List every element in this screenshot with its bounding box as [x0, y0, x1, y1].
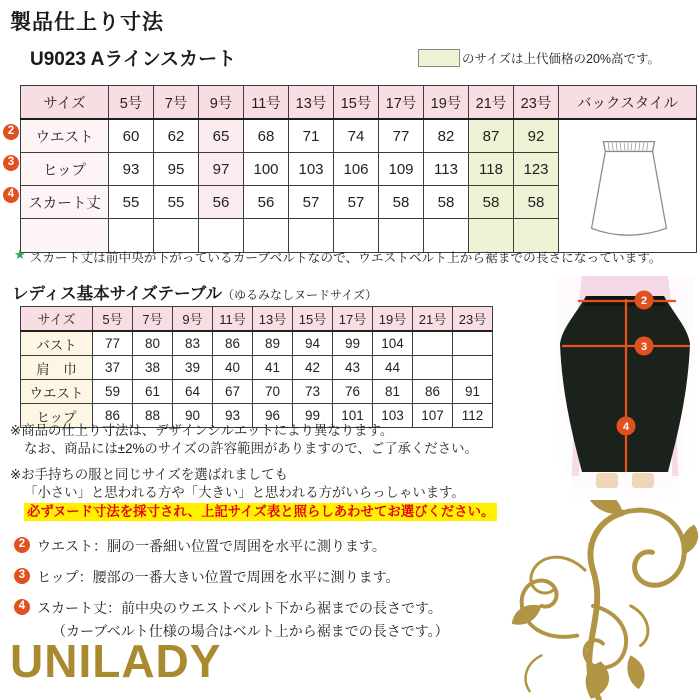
size-column-header: 15号	[334, 86, 379, 120]
basic-value-cell: 37	[93, 356, 133, 380]
size-value-cell: 58	[514, 186, 559, 219]
basic-value-cell	[413, 331, 453, 356]
size-value-cell: 71	[289, 119, 334, 153]
product-name: U9023 Aラインスカート	[30, 49, 237, 70]
basic-value-cell: 86	[93, 404, 133, 428]
skirt-photo	[556, 276, 694, 500]
size-value-cell: 106	[334, 153, 379, 186]
basic-value-cell: 94	[293, 331, 333, 356]
highlighted-note: 必ずヌード寸法を採寸され、上記サイズ表と照らしあわせてお選びください。	[24, 503, 497, 521]
measure-note-text: ヒップ：腰部の一番大きい位置で周囲を水平に測ります。	[37, 569, 400, 585]
size-value-cell: 57	[289, 186, 334, 219]
basic-value-cell: 41	[253, 356, 293, 380]
notes-block	[10, 422, 610, 521]
row-label: ヒップ	[21, 153, 109, 186]
page-title: 製品仕上り寸法	[10, 11, 164, 34]
table-row	[21, 356, 493, 380]
size-value-cell: 74	[334, 119, 379, 153]
basic-value-cell: 73	[293, 380, 333, 404]
basic-value-cell: 76	[333, 380, 373, 404]
size-column-header: 9号	[199, 86, 244, 120]
row-label: バスト	[21, 331, 93, 356]
measure-note-hip	[14, 567, 534, 587]
size-value-cell: 92	[514, 119, 559, 153]
size-column-header: 17号	[379, 86, 424, 120]
size-value-cell: 65	[199, 119, 244, 153]
basic-size-table	[20, 306, 493, 428]
basic-value-cell: 83	[173, 331, 213, 356]
basic-value-cell: 90	[173, 404, 213, 428]
size-value-cell: 82	[424, 119, 469, 153]
size-value-cell: 95	[154, 153, 199, 186]
size-value-cell: 109	[379, 153, 424, 186]
basic-value-cell: 89	[253, 331, 293, 356]
size-value-cell: 56	[199, 186, 244, 219]
basic-value-cell: 93	[213, 404, 253, 428]
basic-value-cell: 81	[373, 380, 413, 404]
legend-text: のサイズは上代価格の20%高です。	[462, 52, 661, 66]
basic-value-cell: 77	[93, 331, 133, 356]
basic-value-cell: 43	[333, 356, 373, 380]
circle-3-icon: 3	[14, 568, 30, 584]
measure-note-text: ウエスト：胴の一番細い位置で周囲を水平に測ります。	[37, 538, 386, 554]
row-marker-2: 2	[3, 124, 19, 140]
size-column-header: 7号	[154, 86, 199, 120]
basic-column-header: 17号	[333, 307, 373, 332]
measure-note-length	[14, 598, 534, 618]
basic-value-cell: 40	[213, 356, 253, 380]
note-line: なお、商品には±2%のサイズの許容範囲がありますので、ご了承ください。	[24, 440, 478, 456]
size-value-cell: 123	[514, 153, 559, 186]
photo-marker-2: 2	[640, 295, 648, 307]
green-swatch-icon	[418, 49, 460, 67]
basic-corner-header: サイズ	[21, 307, 93, 332]
basic-value-cell: 59	[93, 380, 133, 404]
size-column-header: 21号	[469, 86, 514, 120]
basic-value-cell	[413, 356, 453, 380]
size-column-header: 23号	[514, 86, 559, 120]
note-line: ※お手持ちの服と同じサイズを選ばれましても	[10, 467, 288, 482]
size-corner-header: サイズ	[21, 86, 109, 120]
measure-note-waist	[14, 536, 534, 556]
basic-column-header: 13号	[253, 307, 293, 332]
size-value-cell: 97	[199, 153, 244, 186]
size-value-cell: 60	[109, 119, 154, 153]
right-foot	[632, 473, 654, 488]
basic-column-header: 19号	[373, 307, 413, 332]
measure-note-continuation: （カーブベルト仕様の場合はベルト上から裾までの長さです。）	[52, 623, 449, 639]
table-row	[21, 119, 697, 153]
size-value-cell: 58	[424, 186, 469, 219]
star-note-text: スカート丈は前中央が下がっているカーブベルトなので、ウエストベルト上から裾までの長さになっています。	[29, 251, 662, 265]
row-label: スカート丈	[21, 186, 109, 219]
row-marker-4: 4	[3, 187, 19, 203]
basic-value-cell: 103	[373, 404, 413, 428]
size-value-cell: 113	[424, 153, 469, 186]
basic-value-cell: 86	[213, 331, 253, 356]
basic-value-cell	[453, 356, 493, 380]
size-value-cell: 56	[244, 186, 289, 219]
row-label: ヒップ	[21, 404, 93, 428]
basic-column-header: 15号	[293, 307, 333, 332]
basic-value-cell: 96	[253, 404, 293, 428]
basic-table-title-sub: （ゆるみなしヌードサイズ）	[222, 288, 378, 302]
basic-value-cell: 61	[133, 380, 173, 404]
photo-marker-4: 4	[622, 421, 630, 433]
basic-value-cell: 42	[293, 356, 333, 380]
basic-column-header: 7号	[133, 307, 173, 332]
basic-column-header: 9号	[173, 307, 213, 332]
basic-column-header: 5号	[93, 307, 133, 332]
basic-value-cell: 107	[413, 404, 453, 428]
size-value-cell: 93	[109, 153, 154, 186]
basic-value-cell: 99	[333, 331, 373, 356]
table-row	[21, 331, 493, 356]
backstyle-sketch-cell	[559, 119, 697, 253]
basic-table-title-main: レディス基本サイズテーブル	[12, 285, 223, 303]
size-column-header: 11号	[244, 86, 289, 120]
size-value-cell: 62	[154, 119, 199, 153]
basic-value-cell: 99	[293, 404, 333, 428]
backstyle-skirt-sketch	[564, 125, 692, 243]
basic-value-cell: 44	[373, 356, 413, 380]
size-value-cell: 55	[154, 186, 199, 219]
table-row	[21, 380, 493, 404]
row-label: ウエスト	[21, 380, 93, 404]
brand-logo: UNILADY	[10, 635, 222, 687]
basic-value-cell: 64	[173, 380, 213, 404]
basic-value-cell: 86	[413, 380, 453, 404]
basic-value-cell: 38	[133, 356, 173, 380]
size-column-header: 19号	[424, 86, 469, 120]
basic-value-cell: 88	[133, 404, 173, 428]
row-label: ウエスト	[21, 119, 109, 153]
basic-value-cell: 70	[253, 380, 293, 404]
size-value-cell: 118	[469, 153, 514, 186]
basic-value-cell: 112	[453, 404, 493, 428]
basic-value-cell: 104	[373, 331, 413, 356]
circle-2-icon: 2	[14, 537, 30, 553]
star-note	[14, 247, 662, 266]
basic-value-cell: 39	[173, 356, 213, 380]
size-value-cell: 55	[109, 186, 154, 219]
photo-marker-3: 3	[640, 341, 648, 353]
size-value-cell: 68	[244, 119, 289, 153]
basic-value-cell	[453, 331, 493, 356]
basic-value-cell: 67	[213, 380, 253, 404]
basic-value-cell: 101	[333, 404, 373, 428]
left-foot	[596, 473, 618, 488]
basic-value-cell: 91	[453, 380, 493, 404]
basic-column-header: 23号	[453, 307, 493, 332]
size-value-cell: 57	[334, 186, 379, 219]
circle-4-icon: 4	[14, 599, 30, 615]
size-value-cell: 103	[289, 153, 334, 186]
finished-size-table	[20, 85, 697, 253]
size-value-cell: 100	[244, 153, 289, 186]
measure-note-text: スカート丈：前中央のウエストベルト下から裾までの長さです。	[37, 600, 442, 616]
basic-table-title	[12, 280, 377, 304]
basic-column-header: 11号	[213, 307, 253, 332]
basic-column-header: 21号	[413, 307, 453, 332]
size-column-header: 13号	[289, 86, 334, 120]
size-value-cell: 87	[469, 119, 514, 153]
measure-notes	[14, 536, 534, 641]
row-label: 肩 巾	[21, 356, 93, 380]
star-icon: ★	[14, 247, 26, 262]
size-column-header: 5号	[109, 86, 154, 120]
basic-value-cell: 80	[133, 331, 173, 356]
row-marker-3: 3	[3, 155, 19, 171]
backstyle-header: バックスタイル	[559, 86, 697, 120]
size-value-cell: 58	[379, 186, 424, 219]
size-value-cell: 58	[469, 186, 514, 219]
size-value-cell: 77	[379, 119, 424, 153]
price-legend	[418, 49, 660, 67]
note-line: ※商品の仕上り寸法は、デザインシルエットにより異なります。	[10, 423, 394, 438]
note-line: 「小さい」と思われる方や「大きい」と思われる方がいらっしゃいます。	[24, 484, 465, 500]
